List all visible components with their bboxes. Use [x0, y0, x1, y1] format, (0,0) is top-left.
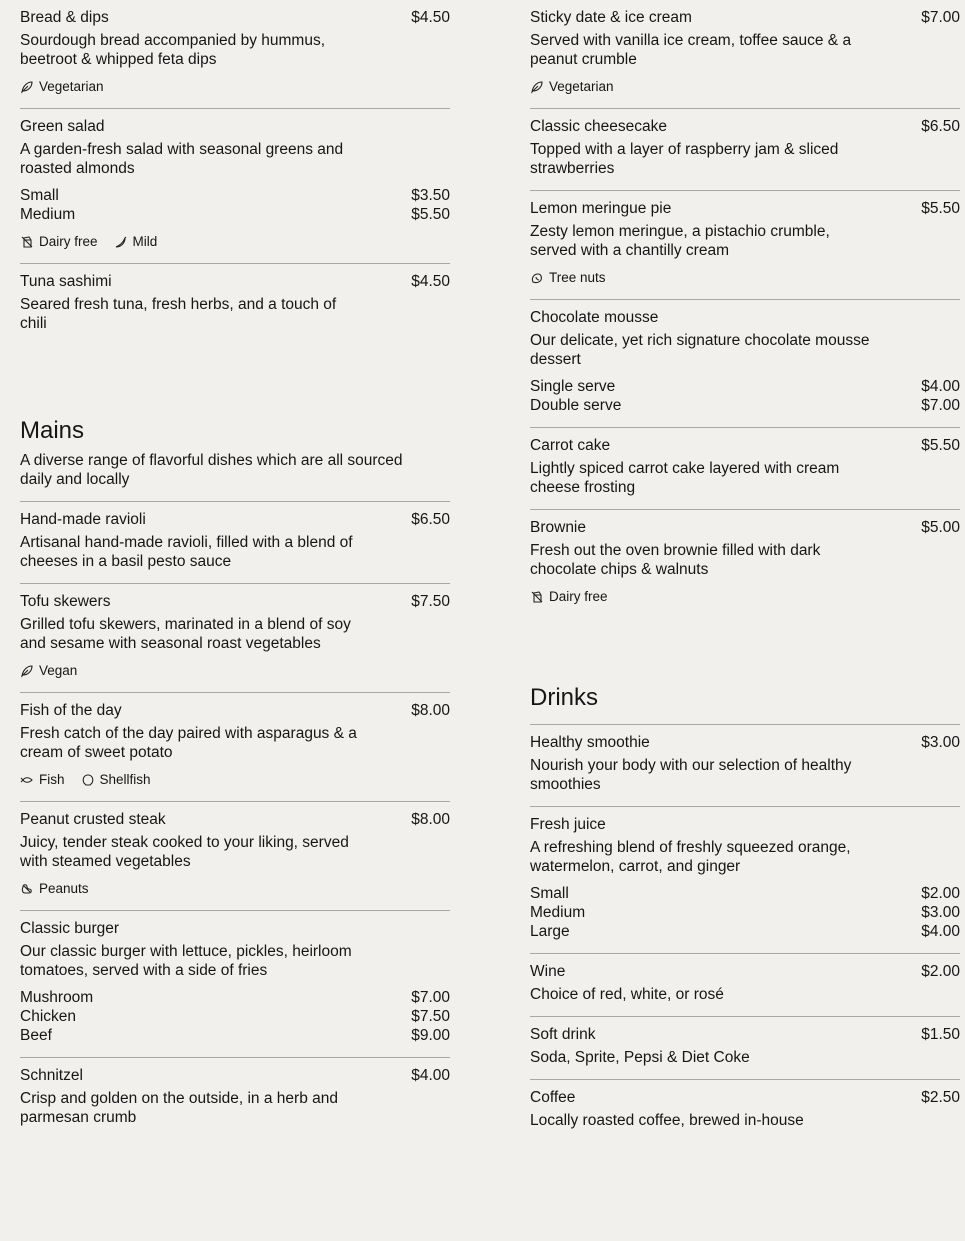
tag-label: Vegan	[39, 663, 78, 678]
menu-item	[20, 693, 450, 802]
menu-item	[530, 191, 960, 300]
item-name: Classic cheesecake	[530, 118, 667, 135]
size-option	[530, 884, 960, 903]
dietary-tag	[20, 770, 65, 789]
tag-label: Mild	[132, 234, 158, 249]
size-label: Beef	[20, 1027, 52, 1044]
menu-item	[530, 1017, 960, 1080]
menu-item	[20, 802, 450, 911]
size-options	[20, 988, 450, 1045]
size-option	[530, 903, 960, 922]
chili-icon	[114, 235, 128, 249]
menu-item	[530, 300, 960, 428]
item-description: Nourish your body with our selection of healthy smoothies	[530, 757, 852, 793]
dietary-tags	[530, 268, 960, 287]
dietary-tag	[81, 770, 151, 789]
menu-item	[20, 0, 450, 109]
item-header	[530, 962, 960, 981]
menu-item	[530, 428, 960, 510]
item-header	[530, 1025, 960, 1044]
item-name: Lemon meringue pie	[530, 200, 672, 217]
item-name: Soft drink	[530, 1026, 596, 1043]
menu-item	[20, 911, 450, 1058]
item-price: $5.00	[921, 519, 960, 536]
no-dairy-icon	[20, 235, 34, 249]
item-header	[530, 199, 960, 218]
item-name: Carrot cake	[530, 437, 611, 454]
item-price: $4.50	[411, 9, 450, 26]
item-header	[530, 308, 960, 327]
item-name: Tuna sashimi	[20, 273, 112, 290]
item-name: Brownie	[530, 519, 586, 536]
dietary-tag	[530, 268, 606, 287]
item-header	[20, 510, 450, 529]
tag-label: Fish	[39, 772, 65, 787]
section-title: Mains	[20, 417, 85, 444]
item-description: Artisanal hand-made ravioli, filled with a blend of cheeses in a basil pesto sauce	[20, 534, 353, 570]
item-price: $7.50	[411, 593, 450, 610]
dietary-tag	[20, 77, 104, 96]
item-name: Chocolate mousse	[530, 309, 659, 326]
size-option	[20, 205, 450, 224]
menu-item	[530, 807, 960, 954]
item-price: $4.00	[411, 1067, 450, 1084]
size-label: Small	[530, 885, 569, 902]
item-description: Fresh catch of the day paired with asparagus & a cream of sweet potato	[20, 725, 357, 761]
shellfish-icon	[81, 773, 95, 787]
item-price: $4.50	[411, 273, 450, 290]
item-header	[530, 1088, 960, 1107]
item-description: Served with vanilla ice cream, toffee sauce & a peanut crumble	[530, 32, 852, 68]
size-price: $4.00	[921, 378, 960, 395]
item-description: Locally roasted coffee, brewed in-house	[530, 1112, 804, 1129]
tag-label: Peanuts	[39, 881, 89, 896]
size-price: $4.00	[921, 923, 960, 940]
size-option	[20, 186, 450, 205]
item-description: Zesty lemon meringue, a pistachio crumble, served with a chantilly cream	[530, 223, 830, 259]
dietary-tag	[530, 587, 608, 606]
size-options	[530, 884, 960, 941]
menu-item	[530, 725, 960, 807]
dietary-tags	[20, 77, 450, 96]
item-price: $5.50	[921, 437, 960, 454]
item-name: Healthy smoothie	[530, 734, 650, 751]
size-label: Medium	[20, 206, 76, 223]
size-price: $2.00	[921, 885, 960, 902]
size-label: Large	[530, 923, 570, 940]
leaf-icon	[530, 80, 544, 94]
item-name: Sticky date & ice cream	[530, 9, 692, 26]
tag-label: Vegetarian	[39, 79, 104, 94]
drinks-list	[530, 725, 960, 1142]
item-name: Fish of the day	[20, 702, 122, 719]
size-option	[530, 377, 960, 396]
leaf-icon	[20, 664, 34, 678]
menu-item	[530, 109, 960, 191]
item-price: $6.50	[411, 511, 450, 528]
left-column	[20, 0, 450, 1139]
item-header	[20, 701, 450, 720]
item-price: $6.50	[921, 118, 960, 135]
item-name: Green salad	[20, 118, 105, 135]
menu-item	[20, 502, 450, 584]
item-description: Juicy, tender steak cooked to your liking, served with steamed vegetables	[20, 834, 349, 870]
dietary-tags	[20, 879, 450, 898]
item-name: Wine	[530, 963, 566, 980]
peanut-icon	[20, 882, 34, 896]
item-description: Lightly spiced carrot cake layered with cream cheese frosting	[530, 460, 840, 496]
item-name: Peanut crusted steak	[20, 811, 166, 828]
menu-item	[20, 109, 450, 264]
item-description: Choice of red, white, or rosé	[530, 986, 724, 1003]
section-title: Drinks	[530, 684, 599, 711]
size-price: $7.00	[921, 397, 960, 414]
size-price: $7.00	[411, 989, 450, 1006]
item-header	[20, 592, 450, 611]
item-header	[530, 117, 960, 136]
size-label: Double serve	[530, 397, 622, 414]
tag-label: Vegetarian	[549, 79, 614, 94]
item-price: $2.00	[921, 963, 960, 980]
size-option	[20, 988, 450, 1007]
item-name: Bread & dips	[20, 9, 109, 26]
size-label: Mushroom	[20, 989, 94, 1006]
menu-item	[20, 264, 450, 345]
item-description: Topped with a layer of raspberry jam & sliced strawberries	[530, 141, 839, 177]
item-price: $7.00	[921, 9, 960, 26]
menu-item	[530, 510, 960, 618]
item-name: Schnitzel	[20, 1067, 83, 1084]
item-header	[530, 815, 960, 834]
starters-list	[20, 0, 450, 345]
item-name: Hand-made ravioli	[20, 511, 146, 528]
tag-label: Tree nuts	[549, 270, 606, 285]
fish-icon	[20, 773, 34, 787]
dietary-tags	[20, 770, 450, 789]
item-price: $8.00	[411, 702, 450, 719]
no-dairy-icon	[530, 590, 544, 604]
item-description: Our delicate, yet rich signature chocolate mousse dessert	[530, 332, 870, 368]
size-option	[530, 396, 960, 415]
desserts-list	[530, 0, 960, 618]
item-description: A garden-fresh salad with seasonal greens and roasted almonds	[20, 141, 344, 177]
tag-label: Dairy free	[39, 234, 98, 249]
item-price: $1.50	[921, 1026, 960, 1043]
dietary-tag	[114, 232, 158, 251]
size-price: $9.00	[411, 1027, 450, 1044]
item-description: Grilled tofu skewers, marinated in a blend of soy and sesame with seasonal roast vegetables	[20, 616, 351, 652]
item-price: $5.50	[921, 200, 960, 217]
item-header	[530, 733, 960, 752]
dietary-tag	[20, 661, 77, 680]
item-header	[20, 8, 450, 27]
item-name: Tofu skewers	[20, 593, 111, 610]
item-description: Seared fresh tuna, fresh herbs, and a touch of chili	[20, 296, 337, 332]
item-description: Soda, Sprite, Pepsi & Diet Coke	[530, 1049, 750, 1066]
mains-section-header	[20, 417, 450, 502]
tree-nut-icon	[530, 271, 544, 285]
size-label: Single serve	[530, 378, 616, 395]
size-option	[20, 1007, 450, 1026]
item-description: Fresh out the oven brownie filled with dark chocolate chips & walnuts	[530, 542, 821, 578]
item-price: $2.50	[921, 1089, 960, 1106]
dietary-tag	[530, 77, 614, 96]
item-name: Fresh juice	[530, 816, 606, 833]
size-price: $5.50	[411, 206, 450, 223]
dietary-tag	[20, 232, 98, 251]
tag-label: Shellfish	[99, 772, 151, 787]
menu-item	[530, 954, 960, 1017]
item-description: Crisp and golden on the outside, in a herb and parmesan crumb	[20, 1090, 338, 1126]
size-options	[20, 186, 450, 224]
item-header	[20, 919, 450, 938]
item-description: A refreshing blend of freshly squeezed orange, watermelon, carrot, and ginger	[530, 839, 851, 875]
drinks-section-header	[530, 684, 960, 725]
section-description: A diverse range of flavorful dishes which are all sourced daily and locally	[20, 452, 403, 488]
menu-item	[20, 1058, 450, 1139]
dietary-tags	[20, 661, 450, 680]
item-header	[20, 1066, 450, 1085]
dietary-tag	[20, 879, 89, 898]
mains-list	[20, 502, 450, 1139]
size-label: Medium	[530, 904, 586, 921]
item-name: Classic burger	[20, 920, 120, 937]
tag-label: Dairy free	[549, 589, 608, 604]
item-header	[20, 810, 450, 829]
item-header	[530, 436, 960, 455]
dietary-tags	[530, 587, 960, 606]
item-description: Our classic burger with lettuce, pickles, heirloom tomatoes, served with a side of fries	[20, 943, 352, 979]
item-header	[20, 117, 450, 136]
item-header	[530, 8, 960, 27]
size-options	[530, 377, 960, 415]
menu-item	[20, 584, 450, 693]
item-name: Coffee	[530, 1089, 576, 1106]
size-price: $3.50	[411, 187, 450, 204]
item-header	[20, 272, 450, 291]
dietary-tags	[530, 77, 960, 96]
size-price: $7.50	[411, 1008, 450, 1025]
menu-item	[530, 0, 960, 109]
dietary-tags	[20, 232, 450, 251]
menu-item	[530, 1080, 960, 1142]
item-price: $3.00	[921, 734, 960, 751]
size-option	[530, 922, 960, 941]
size-price: $3.00	[921, 904, 960, 921]
size-label: Small	[20, 187, 59, 204]
item-header	[530, 518, 960, 537]
leaf-icon	[20, 80, 34, 94]
right-column	[530, 0, 960, 1142]
size-option	[20, 1026, 450, 1045]
item-price: $8.00	[411, 811, 450, 828]
size-label: Chicken	[20, 1008, 76, 1025]
item-description: Sourdough bread accompanied by hummus, beetroot & whipped feta dips	[20, 32, 326, 68]
